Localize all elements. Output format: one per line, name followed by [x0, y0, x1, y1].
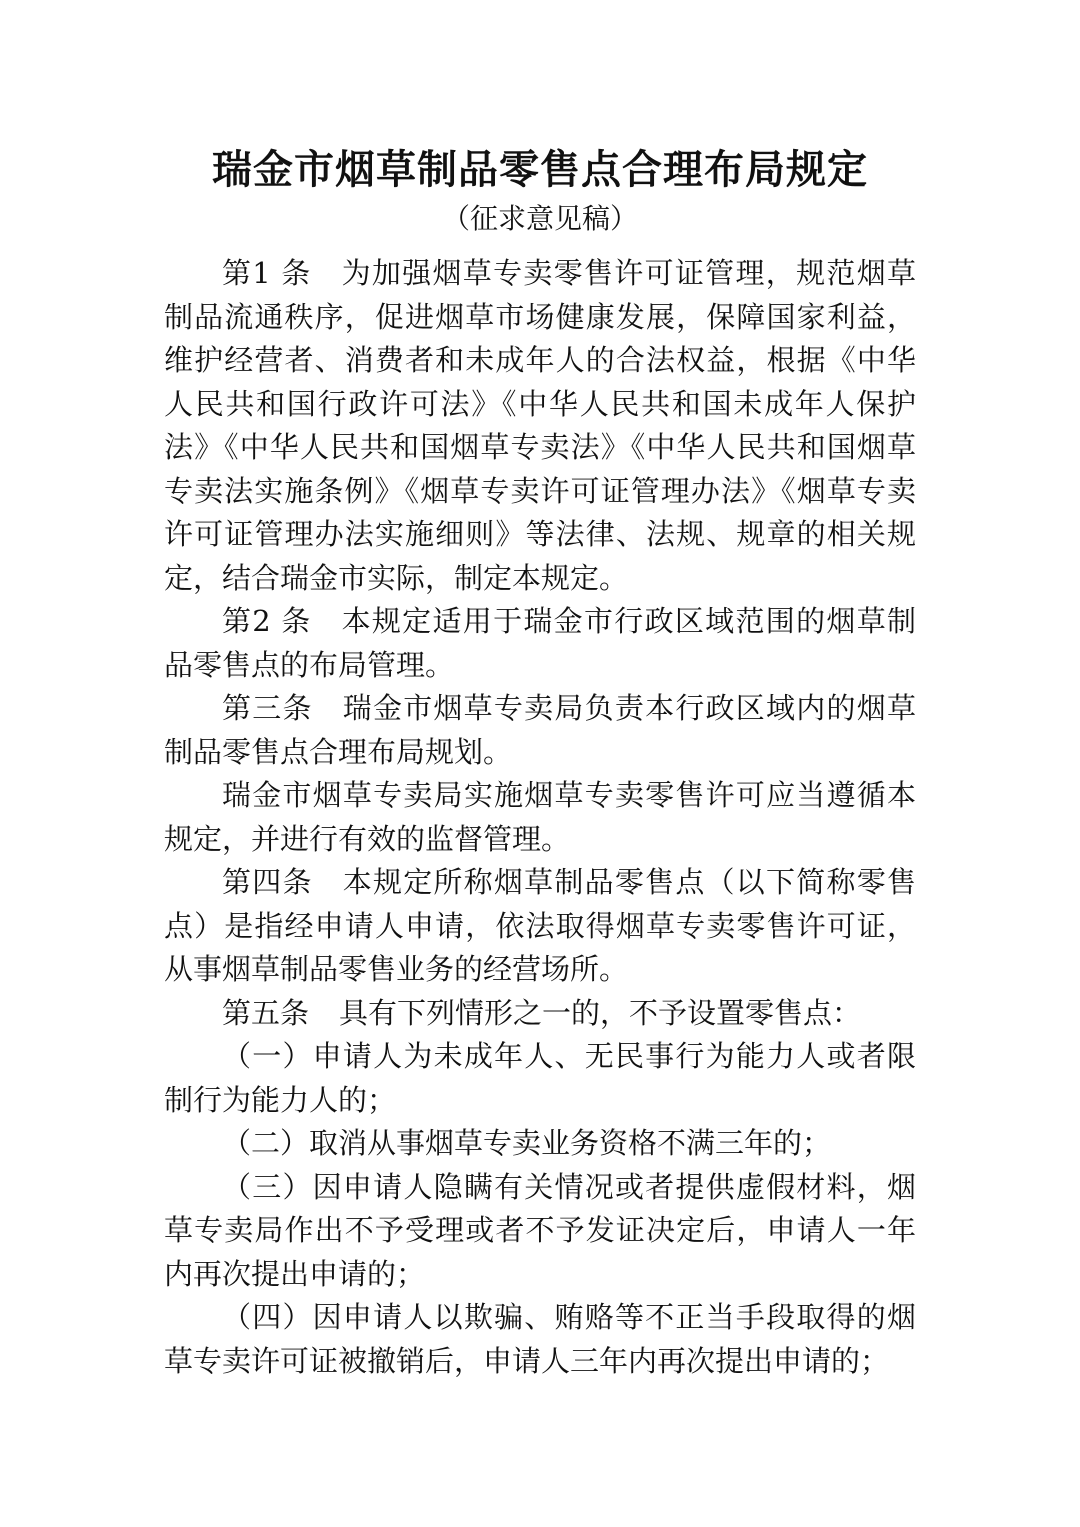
paragraph-text: （三）因申请人隐瞒有关情况或者提供虚假材料，烟草专卖局作出不予受理或者不予发证决定后，申请人一年内再次提出申请的； [164, 1169, 916, 1291]
article-number: 第1 条 [222, 256, 312, 290]
document-subtitle: （征求意见稿） [441, 202, 638, 235]
paragraph-article-1 [164, 252, 916, 600]
paragraph-text: 瑞金市烟草专卖局实施烟草专卖零售许可应当遵循本规定，并进行有效的监督管理。 [164, 778, 916, 856]
paragraph-article-4 [164, 861, 916, 992]
document-title: 瑞金市烟草制品零售点合理布局规定 [212, 146, 868, 193]
list-item-2 [164, 1122, 916, 1166]
paragraph-text: （四）因申请人以欺骗、贿赂等不正当手段取得的烟草专卖许可证被撤销后，申请人三年内再次提出申请的； [164, 1300, 916, 1378]
list-item-1 [164, 1035, 916, 1122]
article-number: 第四条 [222, 865, 313, 899]
paragraph-article-3 [164, 687, 916, 774]
paragraph-text: 具有下列情形之一的，不予设置零售点： [339, 995, 862, 1030]
paragraph-text: 为加强烟草专卖零售许可证管理，规范烟草制品流通秩序，促进烟草市场健康发展，保障国家利益，维护经营者、消费者和未成年人的合法权益，根据《中华人民共和国行政许可法》《中华人民共和国未成年人保护法》《中华人民共和国烟草专卖法》《中华人民共和国烟草专卖法实施条例》《烟草专卖许可证管理办法》《烟草专卖许可证管理办法实施细则》等法律、法规、规章的相关规定，结合瑞金市实际，制定本规定。 [164, 256, 916, 595]
paragraph-article-2 [164, 600, 916, 687]
document-body [164, 252, 916, 1383]
paragraph-text: 瑞金市烟草专卖局负责本行政区域内的烟草制品零售点合理布局规划。 [164, 691, 916, 769]
paragraph-text: （二）取消从事烟草专卖业务资格不满三年的； [222, 1126, 832, 1160]
article-number: 第五条 [222, 995, 310, 1030]
paragraph-article-5 [164, 992, 916, 1036]
article-number: 第2 条 [222, 604, 312, 638]
paragraph-text: 本规定所称烟草制品零售点（以下简称零售点）是指经申请人申请，依法取得烟草专卖零售许可证，从事烟草制品零售业务的经营场所。 [164, 865, 916, 986]
list-item-4 [164, 1296, 916, 1383]
paragraph-article-3-cont [164, 774, 916, 861]
article-number: 第三条 [222, 691, 313, 725]
paragraph-text: （一）申请人为未成年人、无民事行为能力人或者限制行为能力人的； [164, 1039, 916, 1117]
list-item-3 [164, 1166, 916, 1297]
paragraph-text: 本规定适用于瑞金市行政区域范围的烟草制品零售点的布局管理。 [164, 604, 916, 682]
